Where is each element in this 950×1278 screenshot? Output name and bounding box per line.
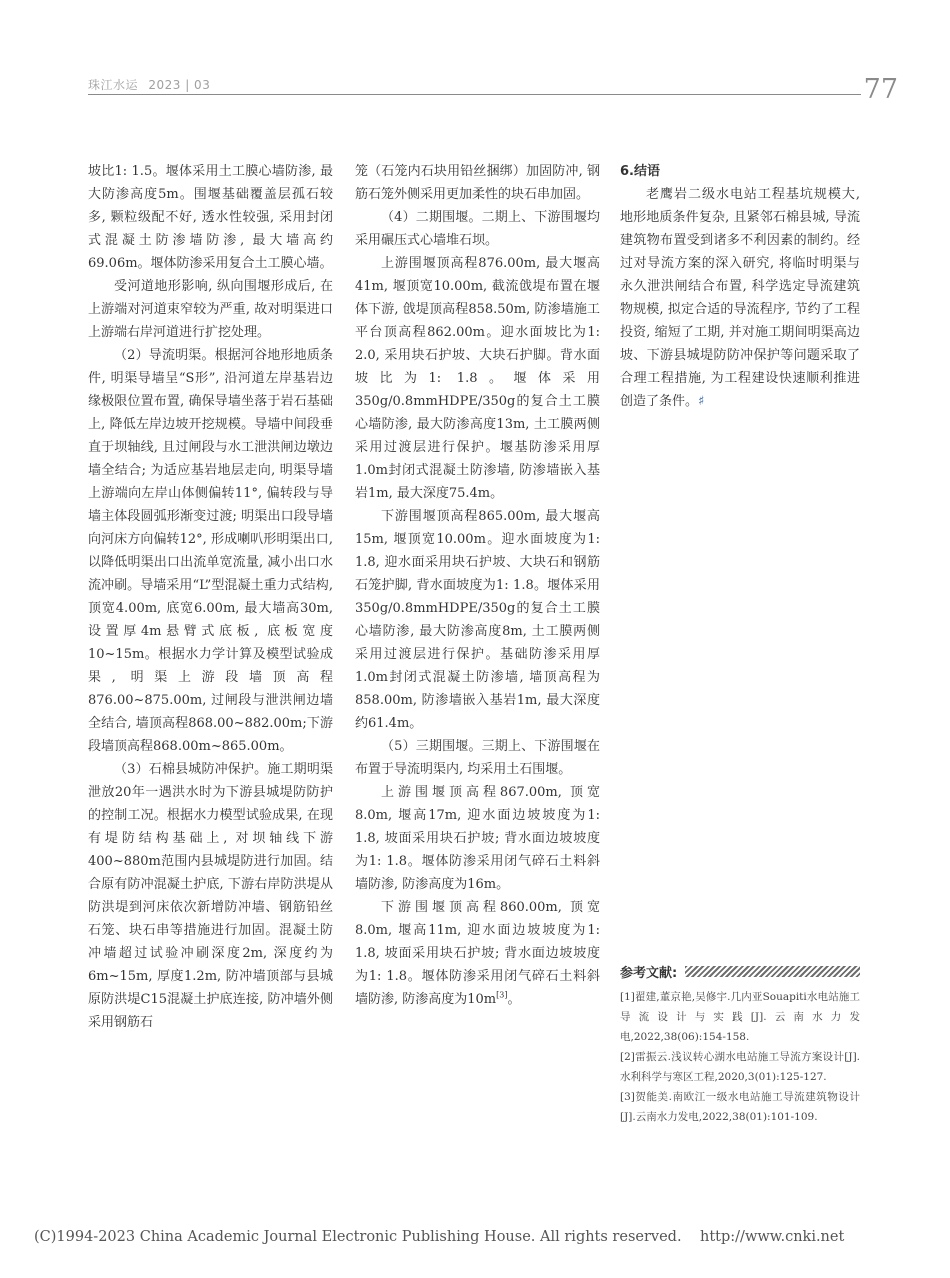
reference-item: [2]雷振云.浅议转心湖水电站施工导流方案设计[J].水利科学与寒区工程,2020,3(01):125-127. <box>620 1051 860 1083</box>
paragraph: （2）导流明渠。根据河谷地形地质条件, 明渠导墙呈“S形”, 沿河道左岸基岩边缘极限位置布置, 确保导墙坐落于岩石基础上, 降低左岸边坡开挖规模。导墙中间段垂直于坝轴线, 且过闸段与水工泄洪闸边墩边墙全结合; 为适应基岩地层走向, 明渠导墙上游端向左岸山体侧偏转11°, 偏转段与导墙主体段圆弧形渐变过渡; 明渠出口段导墙向河床方向偏转12°, 形成喇叭形明渠出口, 以降低明渠出口出流单宽流量, 减小出口水流冲刷。导墙采用“L”型混凝土重力式结构, 顶宽4.00m, 底宽6.00m, 最大墙高30m,设置厚4m悬臂式底板, 底板宽度10~15m。根据水力学计算及模型试验成果, 明渠上游段墙顶高程876.00~875.00m, 过闸段与泄洪闸边墙全结合, 墙顶高程868.00~882.00m;下游段墙顶高程868.00m~865.00m。 <box>88 348 333 754</box>
paragraph-end: 。 <box>507 992 521 1007</box>
paragraph: （4）二期围堰。二期上、下游围堰均采用碾压式心墙堆石坝。 <box>355 210 600 248</box>
copyright-footer <box>34 1229 844 1245</box>
paragraph: 下游围堰顶高程865.00m, 最大堰高15m, 堰顶宽10.00m。迎水面坡度为1: 1.8, 迎水面采用块石护坡、大块石和钢筋石笼护脚, 背水面坡度为1: 1.8。堰体采用350g/0.8mmHDPE/350g的复合土工膜心墙防渗, 最大防渗高度8m, 土工膜两侧采用过渡层进行保护。基础防渗采用厚1.0m封闭式混凝土防渗墙, 墙顶高程为858.00m, 防渗墙嵌入基岩1m, 最大深度约61.4m。 <box>355 509 600 731</box>
references <box>620 962 860 1127</box>
citation-3: [3] <box>496 990 508 1000</box>
reference-item: [1]翟建,董京艳,吴修宇.几内亚Souapiti水电站施工导流设计与实践[J].云南水力发电,2022,38(06):154-158. <box>620 991 860 1043</box>
paragraph <box>355 896 600 1011</box>
page-number: 77 <box>863 74 898 105</box>
article-end-icon: ♯ <box>698 394 705 409</box>
conclusion-paragraph <box>620 183 860 413</box>
paragraph: 坡比1: 1.5。堰体采用土工膜心墙防渗, 最大防渗高度5m。围堰基础覆盖层孤石较多, 颗粒级配不好, 透水性较强, 采用封闭式混凝土防渗墙防渗, 最大墙高约69.06m。堰体防渗采用复合土工膜心墙。 <box>88 164 333 271</box>
text-column-3 <box>620 160 860 413</box>
journal-header <box>88 76 216 93</box>
reference-item: [3]贺能美.南欧江一级水电站施工导流建筑物设计[J].云南水力发电,2022,38(01):101-109. <box>620 1091 860 1123</box>
paragraph: 受河道地形影响, 纵向围堰形成后, 在上游端对河道束窄较为严重, 故对明渠进口上游端右岸河道进行扩挖处理。 <box>88 279 333 340</box>
paragraph: 笼（石笼内石块用铅丝捆绑）加固防冲, 钢筋石笼外侧采用更加柔性的块石串加固。 <box>355 164 600 202</box>
text-column-2 <box>355 160 600 1011</box>
paragraph: （3）石棉县城防冲保护。施工期明渠泄放20年一遇洪水时为下游县城堤防防护的控制工况。根据水力模型试验成果, 在现有堤防结构基础上, 对坝轴线下游400~880m范围内县城堤防进行加固。结合原有防冲混凝土护底, 下游右岸防洪堤从防洪堤到河床依次新增防冲墙、钢筋铅丝石笼、块石串等措施进行加固。混凝土防冲墙超过试验冲刷深度2m, 深度约为6m~15m, 厚度1.2m, 防冲墙顶部与县城原防洪堤C15混凝土护底连接, 防冲墙外侧采用钢筋石 <box>88 762 333 1030</box>
paragraph: 上游围堰顶高程876.00m, 最大堰高41m, 堰顶宽10.00m, 截流戗堤布置在堰体下游, 戗堤顶高程858.50m, 防渗墙施工平台顶高程862.00m。迎水面坡比为1: 2.0, 采用块石护坡、大块石护脚。背水面坡比为1: 1.8。堰体采用350g/0.8mmHDPE/350g的复合土工膜心墙防渗, 最大防渗高度13m, 土工膜两侧采用过渡层进行保护。堰基防渗采用厚1.0m封闭式混凝土防渗墙, 防渗墙嵌入基岩1m, 最大深度75.4m。 <box>355 256 600 501</box>
journal-issue: 2023 | 03 <box>148 78 211 92</box>
journal-name: 珠江水运 <box>88 78 139 92</box>
text-column-1 <box>88 160 333 1034</box>
paragraph-text: 下游围堰顶高程860.00m, 顶宽8.0m, 堰高11m, 迎水面边坡坡度为1: 1.8, 坡面采用块石护坡; 背水面边坡坡度为1: 1.8。堰体防渗采用闭气碎石土料斜墙防渗, 防渗高度为10m <box>355 900 600 1007</box>
references-heading <box>620 962 860 981</box>
cnki-url: http://www.cnki.net <box>700 1229 845 1245</box>
copyright-text: (C)1994-2023 China Academic Journal Electronic Publishing House. All rights reserved. <box>34 1229 682 1245</box>
paragraph: （5）三期围堰。三期上、下游围堰在布置于导流明渠内, 均采用土石围堰。 <box>355 739 600 777</box>
hatched-bar-decoration <box>685 966 860 977</box>
paragraph: 上游围堰顶高程867.00m, 顶宽8.0m, 堰高17m, 迎水面边坡坡度为1: 1.8, 坡面采用块石护坡; 背水面边坡坡度为1: 1.8。堰体防渗采用闭气碎石土料斜墙防渗, 防渗高度为16m。 <box>355 785 600 892</box>
references-title: 参考文献: <box>620 966 678 981</box>
header-divider <box>88 94 861 95</box>
conclusion-text: 老鹰岩二级水电站工程基坑规模大, 地形地质条件复杂, 且紧邻石棉县城, 导流建筑物布置受到诸多不利因素的制约。经过对导流方案的深入研究, 将临时明渠与永久泄洪闸结合布置, 科学选定导流建筑物规模, 拟定合适的导流程序, 节约了工程投资, 缩短了工期, 并对施工期间明渠高边坡、下游县城堤防防冲保护等问题采取了合理工程措施, 为工程建设快速顺利推进创造了条件。 <box>620 187 860 409</box>
section-title: 6.结语 <box>620 164 660 179</box>
